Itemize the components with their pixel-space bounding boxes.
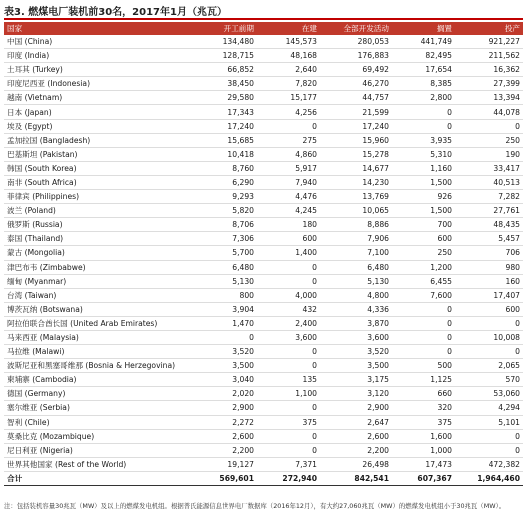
value-cell: 0 [257,260,320,274]
value-cell: 980 [455,260,523,274]
value-cell: 17,343 [194,105,257,119]
value-cell: 7,906 [320,232,392,246]
country-cell: 博茨瓦纳 (Botswana) [4,302,194,316]
total-cell: 607,367 [392,471,455,485]
country-cell: 塞尔维亚 (Serbia) [4,401,194,415]
value-cell: 2,800 [392,91,455,105]
value-cell: 2,600 [320,429,392,443]
value-cell: 0 [392,302,455,316]
value-cell: 1,600 [392,429,455,443]
value-cell: 6,455 [392,274,455,288]
value-cell: 2,400 [257,316,320,330]
value-cell: 190 [455,147,523,161]
value-cell: 21,599 [320,105,392,119]
value-cell: 2,272 [194,415,257,429]
value-cell: 1,500 [392,204,455,218]
value-cell: 3,904 [194,302,257,316]
table-total-row [4,471,523,485]
value-cell: 7,100 [320,246,392,260]
value-cell: 0 [257,401,320,415]
value-cell: 1,470 [194,316,257,330]
value-cell: 15,685 [194,133,257,147]
value-cell: 3,120 [320,387,392,401]
value-cell: 472,382 [455,457,523,471]
value-cell: 3,870 [320,316,392,330]
value-cell: 0 [392,345,455,359]
value-cell: 8,886 [320,218,392,232]
value-cell: 38,450 [194,77,257,91]
value-cell: 82,495 [392,49,455,63]
country-cell: 巴基斯坦 (Pakistan) [4,147,194,161]
value-cell: 0 [257,443,320,457]
value-cell: 1,160 [392,161,455,175]
value-cell: 29,580 [194,91,257,105]
table-row [4,359,523,373]
value-cell: 15,177 [257,91,320,105]
country-cell: 波斯尼亚和黑塞哥维那 (Bosnia & Herzegovina) [4,359,194,373]
value-cell: 0 [455,443,523,457]
value-cell: 600 [455,302,523,316]
country-cell: 波兰 (Poland) [4,204,194,218]
country-cell: 韩国 (South Korea) [4,161,194,175]
table-row [4,316,523,330]
value-cell: 145,573 [257,35,320,49]
table-row [4,429,523,443]
table-row [4,190,523,204]
value-cell: 5,130 [320,274,392,288]
total-label: 合计 [4,471,194,485]
value-cell: 1,100 [257,387,320,401]
country-cell: 中国 (China) [4,35,194,49]
value-cell: 4,000 [257,288,320,302]
value-cell: 5,917 [257,161,320,175]
value-cell: 27,761 [455,204,523,218]
value-cell: 2,647 [320,415,392,429]
header-shelved: 搁置 [392,22,455,35]
value-cell: 3,600 [320,330,392,344]
value-cell: 40,513 [455,175,523,189]
table-row [4,345,523,359]
value-cell: 5,457 [455,232,523,246]
table-title: 表3. 燃煤电厂装机前30名，2017年1月（兆瓦） [4,7,227,18]
country-cell: 泰国 (Thailand) [4,232,194,246]
table-row [4,161,523,175]
value-cell: 0 [392,330,455,344]
value-cell: 17,407 [455,288,523,302]
value-cell: 69,492 [320,63,392,77]
value-cell: 6,480 [194,260,257,274]
table-row [4,401,523,415]
value-cell: 15,278 [320,147,392,161]
country-cell: 阿拉伯联合酋长国 (United Arab Emirates) [4,316,194,330]
value-cell: 500 [392,359,455,373]
value-cell: 4,245 [257,204,320,218]
value-cell: 10,008 [455,330,523,344]
table-row [4,302,523,316]
value-cell: 800 [194,288,257,302]
value-cell: 441,749 [392,35,455,49]
value-cell: 4,800 [320,288,392,302]
header-pre-construction: 开工前期 [194,22,257,35]
table-footnote: 注：包括装机容量30兆瓦（MW）及以上的燃煤发电机组。根据普氏能源信息世界电厂数据库（2016年12月），有大约27,060兆瓦（MW）的燃煤发电机组小于30兆瓦（MW）。 [4,502,506,510]
value-cell: 5,700 [194,246,257,260]
table-header-row [4,22,523,35]
value-cell: 3,935 [392,133,455,147]
value-cell: 6,480 [320,260,392,274]
value-cell: 2,900 [320,401,392,415]
value-cell: 8,760 [194,161,257,175]
table-row [4,274,523,288]
value-cell: 5,310 [392,147,455,161]
country-cell: 越南 (Vietnam) [4,91,194,105]
country-cell: 尼日利亚 (Nigeria) [4,443,194,457]
value-cell: 4,336 [320,302,392,316]
value-cell: 44,757 [320,91,392,105]
value-cell: 570 [455,373,523,387]
table-row [4,288,523,302]
value-cell: 4,860 [257,147,320,161]
table-row [4,35,523,49]
value-cell: 375 [392,415,455,429]
value-cell: 27,399 [455,77,523,91]
value-cell: 13,769 [320,190,392,204]
value-cell: 0 [257,359,320,373]
value-cell: 17,654 [392,63,455,77]
value-cell: 128,715 [194,49,257,63]
value-cell: 8,385 [392,77,455,91]
value-cell: 6,290 [194,175,257,189]
value-cell: 2,600 [194,429,257,443]
value-cell: 160 [455,274,523,288]
value-cell: 7,820 [257,77,320,91]
value-cell: 660 [392,387,455,401]
value-cell: 10,065 [320,204,392,218]
value-cell: 4,476 [257,190,320,204]
value-cell: 3,520 [194,345,257,359]
value-cell: 66,852 [194,63,257,77]
table-row [4,387,523,401]
value-cell: 176,883 [320,49,392,63]
value-cell: 7,371 [257,457,320,471]
value-cell: 5,101 [455,415,523,429]
header-country: 国家 [4,22,194,35]
value-cell: 706 [455,246,523,260]
table-row [4,105,523,119]
table-row [4,119,523,133]
table-row [4,246,523,260]
value-cell: 5,820 [194,204,257,218]
country-cell: 德国 (Germany) [4,387,194,401]
value-cell: 0 [194,330,257,344]
value-cell: 0 [392,316,455,330]
value-cell: 926 [392,190,455,204]
table-row [4,147,523,161]
header-total-pipeline: 全部开发活动 [320,22,392,35]
value-cell: 375 [257,415,320,429]
country-cell: 菲律宾 (Philippines) [4,190,194,204]
total-cell: 842,541 [320,471,392,485]
value-cell: 0 [392,105,455,119]
value-cell: 14,230 [320,175,392,189]
value-cell: 0 [455,119,523,133]
value-cell: 0 [257,429,320,443]
value-cell: 5,130 [194,274,257,288]
table-row [4,457,523,471]
value-cell: 7,940 [257,175,320,189]
table-body [4,35,523,471]
value-cell: 3,500 [194,359,257,373]
value-cell: 16,362 [455,63,523,77]
table-row [4,232,523,246]
country-cell: 台湾 (Taiwan) [4,288,194,302]
value-cell: 1,000 [392,443,455,457]
value-cell: 33,417 [455,161,523,175]
country-cell: 马来西亚 (Malaysia) [4,330,194,344]
value-cell: 211,562 [455,49,523,63]
country-cell: 莫桑比克 (Mozambique) [4,429,194,443]
table-row [4,260,523,274]
value-cell: 7,306 [194,232,257,246]
value-cell: 0 [455,316,523,330]
table-row [4,63,523,77]
table-row [4,330,523,344]
value-cell: 700 [392,218,455,232]
value-cell: 250 [455,133,523,147]
table-row [4,204,523,218]
coal-plant-table [4,22,523,486]
value-cell: 4,256 [257,105,320,119]
value-cell: 17,473 [392,457,455,471]
value-cell: 0 [392,119,455,133]
country-cell: 印度 (India) [4,49,194,63]
value-cell: 3,520 [320,345,392,359]
table-row [4,415,523,429]
table-row [4,443,523,457]
value-cell: 3,500 [320,359,392,373]
country-cell: 智利 (Chile) [4,415,194,429]
total-cell: 569,601 [194,471,257,485]
value-cell: 46,270 [320,77,392,91]
table-row [4,218,523,232]
total-cell: 1,964,460 [455,471,523,485]
value-cell: 8,706 [194,218,257,232]
table-row [4,133,523,147]
value-cell: 2,900 [194,401,257,415]
value-cell: 4,294 [455,401,523,415]
title-rule [4,18,523,20]
value-cell: 19,127 [194,457,257,471]
table-row [4,175,523,189]
value-cell: 180 [257,218,320,232]
value-cell: 2,200 [320,443,392,457]
value-cell: 17,240 [320,119,392,133]
country-cell: 土耳其 (Turkey) [4,63,194,77]
value-cell: 0 [257,274,320,288]
country-cell: 马拉维 (Malawi) [4,345,194,359]
value-cell: 280,053 [320,35,392,49]
value-cell: 2,640 [257,63,320,77]
value-cell: 17,240 [194,119,257,133]
country-cell: 南非 (South Africa) [4,175,194,189]
value-cell: 921,227 [455,35,523,49]
value-cell: 3,040 [194,373,257,387]
table-row [4,77,523,91]
value-cell: 135 [257,373,320,387]
value-cell: 432 [257,302,320,316]
country-cell: 世界其他国家 (Rest of the World) [4,457,194,471]
value-cell: 1,200 [392,260,455,274]
country-cell: 埃及 (Egypt) [4,119,194,133]
value-cell: 2,065 [455,359,523,373]
country-cell: 蒙古 (Mongolia) [4,246,194,260]
value-cell: 26,498 [320,457,392,471]
country-cell: 印度尼西亚 (Indonesia) [4,77,194,91]
header-construction: 在建 [257,22,320,35]
value-cell: 3,600 [257,330,320,344]
value-cell: 48,168 [257,49,320,63]
value-cell: 53,060 [455,387,523,401]
total-cell: 272,940 [257,471,320,485]
value-cell: 1,500 [392,175,455,189]
table-row [4,91,523,105]
value-cell: 13,394 [455,91,523,105]
value-cell: 134,480 [194,35,257,49]
table-row [4,49,523,63]
value-cell: 0 [257,345,320,359]
value-cell: 250 [392,246,455,260]
country-cell: 柬埔寨 (Cambodia) [4,373,194,387]
value-cell: 600 [257,232,320,246]
value-cell: 1,125 [392,373,455,387]
country-cell: 孟加拉国 (Bangladesh) [4,133,194,147]
value-cell: 15,960 [320,133,392,147]
country-cell: 津巴布韦 (Zimbabwe) [4,260,194,274]
value-cell: 2,200 [194,443,257,457]
value-cell: 7,282 [455,190,523,204]
value-cell: 9,293 [194,190,257,204]
country-cell: 日本 (Japan) [4,105,194,119]
value-cell: 275 [257,133,320,147]
value-cell: 1,400 [257,246,320,260]
value-cell: 0 [257,119,320,133]
header-operating: 投产 [455,22,523,35]
table-row [4,373,523,387]
value-cell: 48,435 [455,218,523,232]
value-cell: 14,677 [320,161,392,175]
value-cell: 3,175 [320,373,392,387]
value-cell: 10,418 [194,147,257,161]
value-cell: 0 [455,429,523,443]
value-cell: 320 [392,401,455,415]
value-cell: 7,600 [392,288,455,302]
value-cell: 2,020 [194,387,257,401]
country-cell: 俄罗斯 (Russia) [4,218,194,232]
country-cell: 缅甸 (Myanmar) [4,274,194,288]
value-cell: 0 [455,345,523,359]
value-cell: 600 [392,232,455,246]
value-cell: 44,078 [455,105,523,119]
